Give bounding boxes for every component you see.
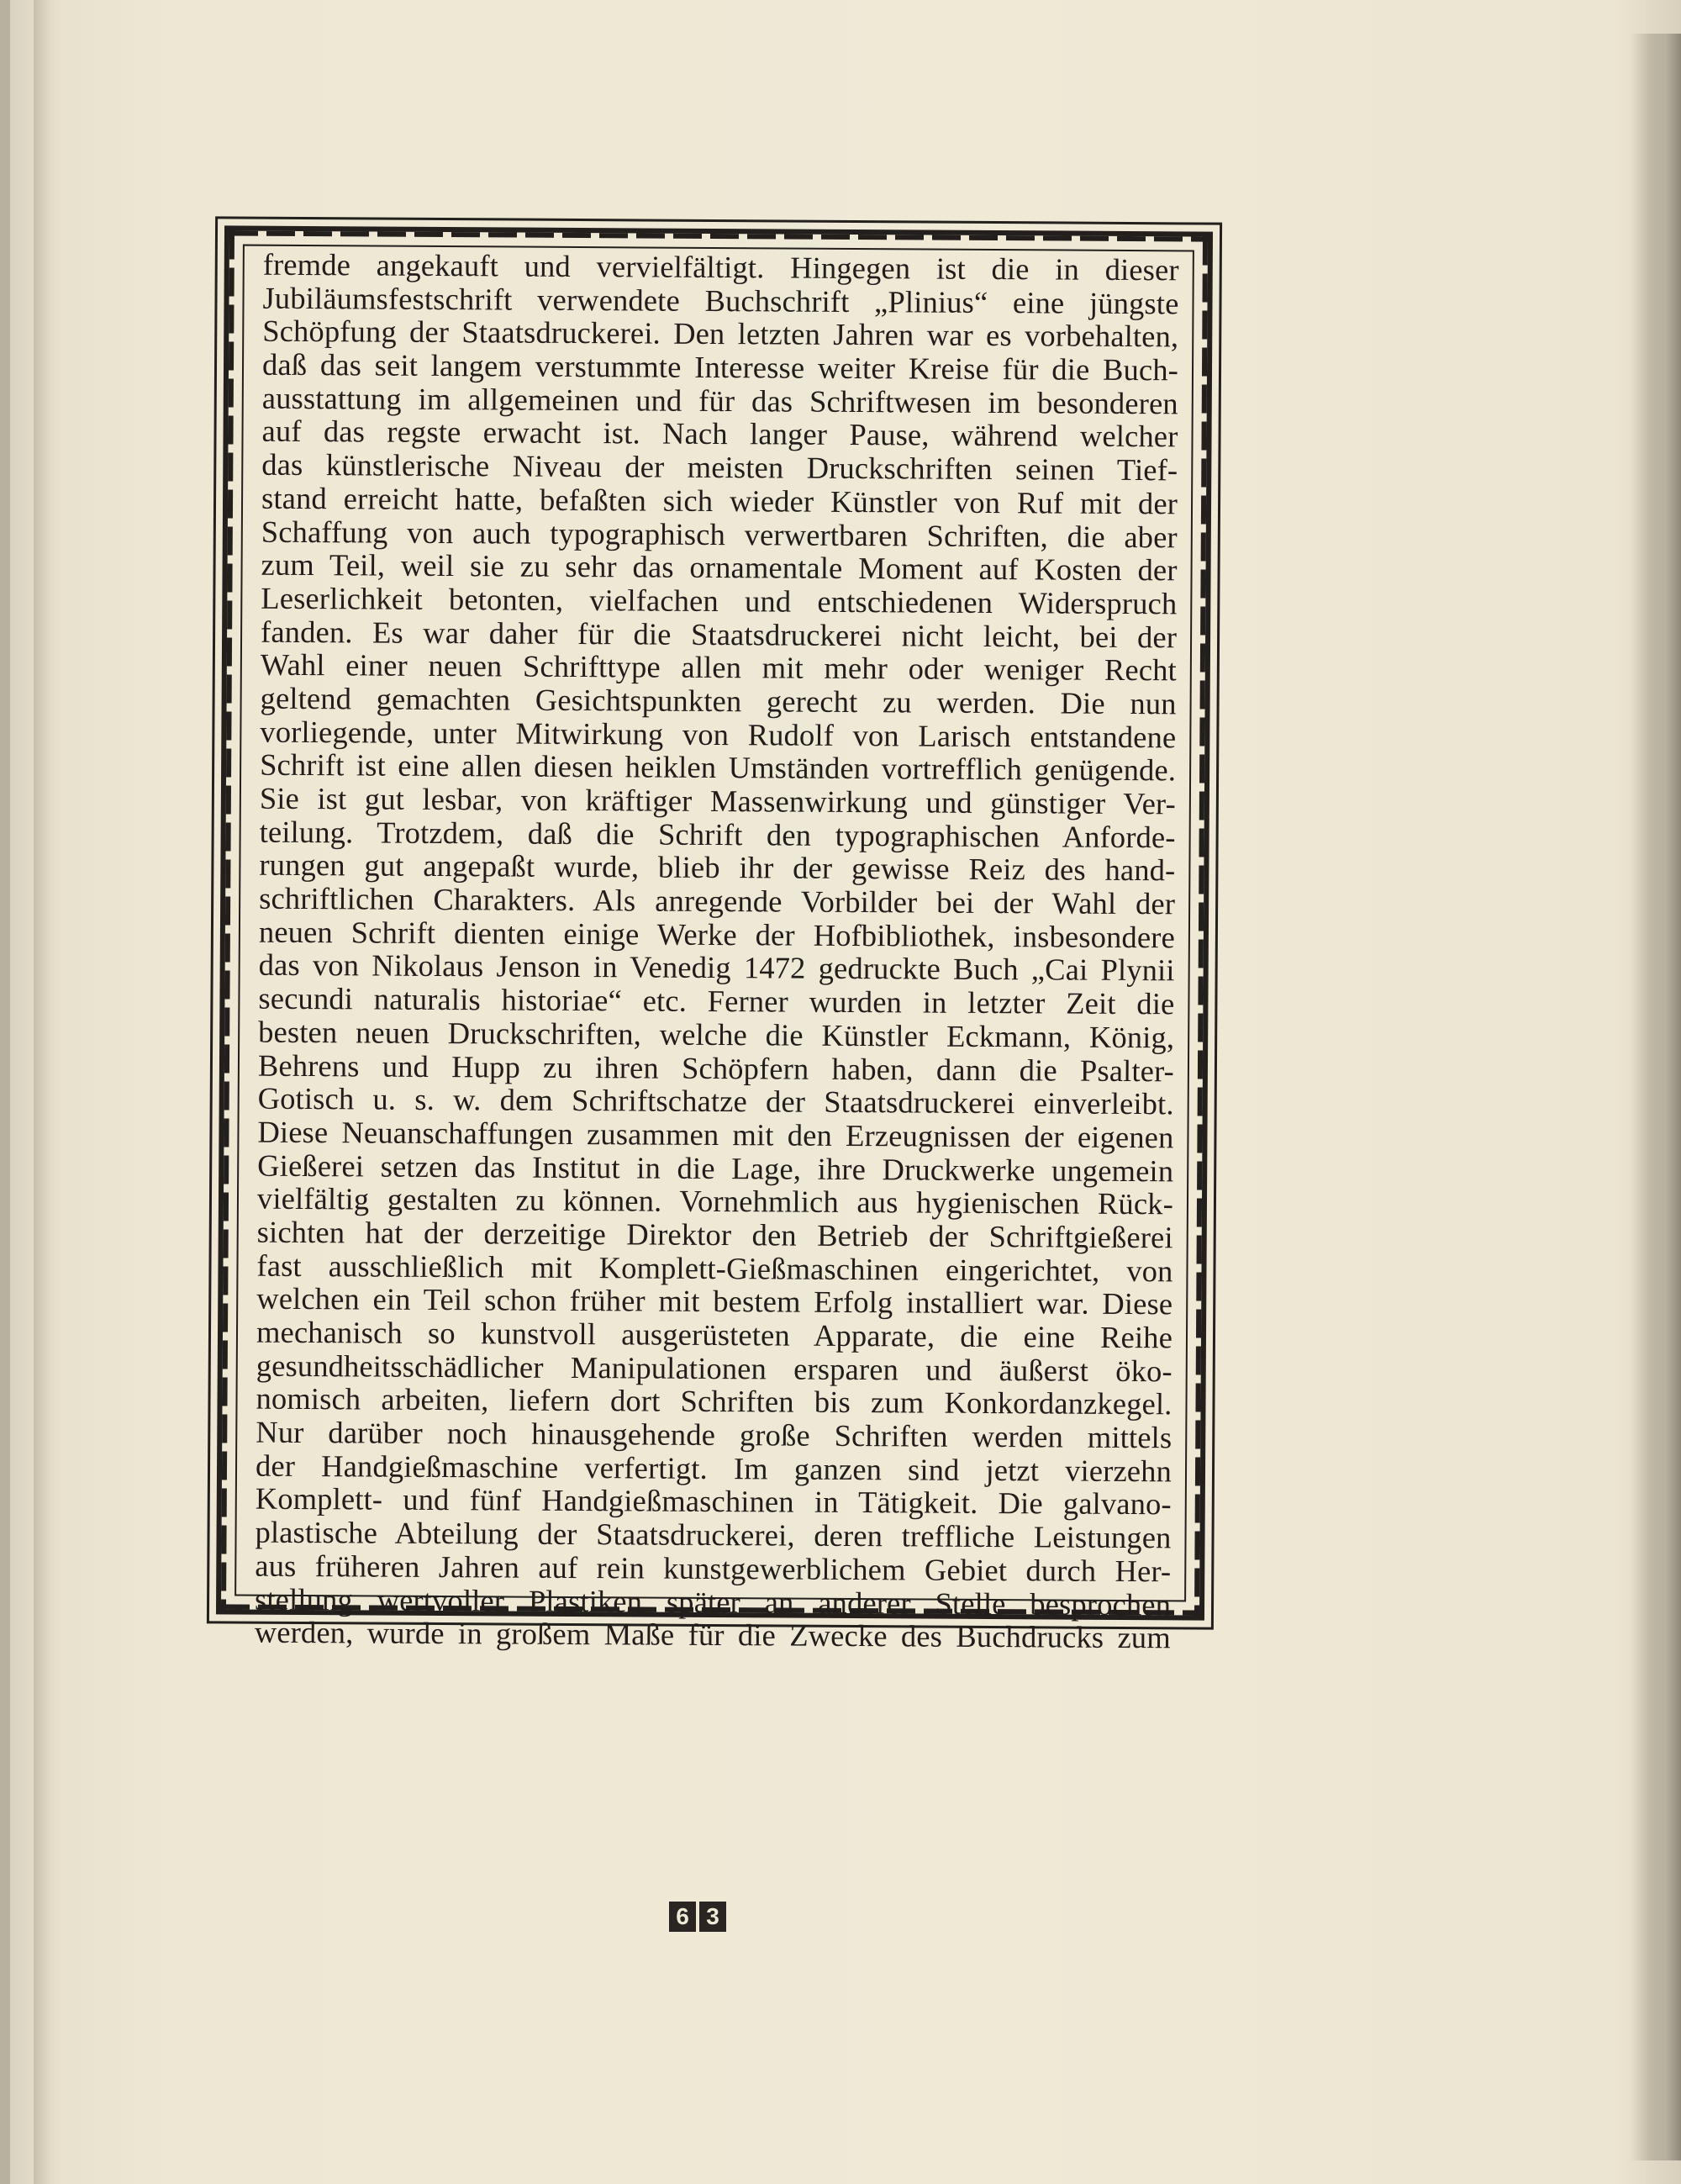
text-line: Jubiläumsfestschrift verwendete Buchschrift „Plinius“ eine jüngste [262,280,1179,321]
text-line: der Handgießmaschine verfertigt. Im ganzen sind jetzt vierzehn [255,1448,1172,1489]
text-line: Schrift ist eine allen diesen heiklen Umständen vortrefflich genügende. [260,747,1177,788]
text-line: vorliegende, unter Mitwirkung von Rudolf von Larisch entstandene [260,714,1177,754]
text-line: Behrens und Hupp zu ihren Schöpfern haben, dann die Psalter- [257,1047,1175,1088]
text-line: vielfältig gestalten zu können. Vornehmlich aus hygienischen Rück- [256,1180,1174,1221]
text-line: secundi naturalis historiae“ etc. Ferner wurden in letzter Zeit die [258,980,1175,1021]
text-line: fremde angekauft und vervielfältigt. Hingegen ist die in dieser [262,246,1179,288]
text-line: Schöpfung der Staatsdruckerei. Den letzten Jahren war es vorbehalten, [262,314,1179,354]
text-line: fanden. Es war daher für die Staatsdruckerei nicht leicht, bei der [260,614,1178,654]
page-stack-edge [1631,34,1681,2160]
text-line: mechanisch so kunstvoll ausgerüsteten Apparate, die eine Reihe [256,1314,1173,1355]
text-line: zum Teil, weil sie zu sehr das ornamentale Moment auf Kosten der [261,546,1178,588]
text-line: besten neuen Druckschriften, welche die Künstler Eckmann, König, [258,1014,1175,1055]
text-line: geltend gemachten Gesichtspunkten gerecht zu werden. Die nun [260,680,1177,721]
text-line: das künstlerische Niveau der meisten Druckschriften seinen Tief- [261,446,1178,488]
text-line: teilung. Trotzdem, daß die Schrift den typographischen Anforde- [259,814,1176,855]
text-line: aus früheren Jahren auf rein kunstgewerblichem Gebiet durch Her- [255,1548,1172,1589]
page-number-digit: 6 [669,1902,696,1932]
text-line: werden, wurde in großem Maße für die Zwecke des Buchdrucks zum [254,1614,1171,1655]
text-line: Schaffung von auch typographisch verwertbaren Schriften, die aber [261,514,1178,554]
book-gutter-shadow [34,0,62,2184]
text-line: ausstattung im allgemeinen und für das Schriftwesen im besonderen [261,380,1178,421]
text-line: daß das seit langem verstummte Interesse weiter Kreise für die Buch- [261,346,1179,388]
text-line: Gießerei setzen das Institut in die Lage, ihre Druckwerke ungemein [257,1147,1174,1188]
text-line: Diese Neuanschaffungen zusammen mit den Erzeugnissen der eigenen [257,1114,1174,1155]
text-line: sichten hat der derzeitige Direktor den Betrieb der Schriftgießerei [256,1214,1173,1255]
page-number-digit: 3 [699,1902,726,1932]
text-line: Sie ist gut lesbar, von kräftiger Massenwirkung und günstiger Ver- [259,780,1177,821]
text-line: Nur darüber noch hinausgehende große Schriften werden mittels [256,1414,1172,1455]
text-line: stellung wertvoller Plastiken später an anderer Stelle besprochen [254,1581,1172,1622]
text-line: Komplett- und fünf Handgießmaschinen in Tätigkeit. Die galvano- [255,1481,1172,1522]
text-line: auf das regste erwacht ist. Nach langer Pause, während welcher [261,414,1178,454]
page-number [669,1902,726,1932]
text-line: Gotisch u. s. w. dem Schriftschatze der Staatsdruckerei einverleibt. [257,1080,1174,1121]
body-text [255,248,1179,1655]
text-line: gesundheitsschädlicher Manipulationen ersparen und äußerst öko- [256,1348,1172,1389]
text-line: nomisch arbeiten, liefern dort Schriften bis zum Konkordanzkegel. [256,1381,1172,1422]
text-line: fast ausschließlich mit Komplett-Gießmaschinen eingerichtet, von [256,1248,1173,1288]
previous-page-edge [0,0,10,2184]
text-line: welchen ein Teil schon früher mit bestem Erfolg installiert war. Diese [256,1280,1173,1321]
text-line: neuen Schrift dienten einige Werke der Hofbibliothek, insbesondere [258,914,1176,955]
text-line: rungen gut angepaßt wurde, blieb ihr der gewisse Reiz des hand- [259,847,1176,888]
text-line: stand erreicht hatte, befaßten sich wieder Künstler von Ruf mit der [261,480,1178,521]
text-line: schriftlichen Charakters. Als anregende Vorbilder bei der Wahl der [259,880,1176,921]
text-line: plastische Abteilung der Staatsdruckerei, deren treffliche Leistungen [255,1514,1172,1555]
ornamental-text-frame [216,225,1213,1655]
text-line: das von Nikolaus Jenson in Venedig 1472 gedruckte Buch „Cai Plynii [258,947,1175,988]
text-line: Leserlichkeit betonten, vielfachen und entschiedenen Widerspruch [261,580,1178,621]
text-line: Wahl einer neuen Schrifttype allen mit mehr oder weniger Recht [260,646,1177,688]
